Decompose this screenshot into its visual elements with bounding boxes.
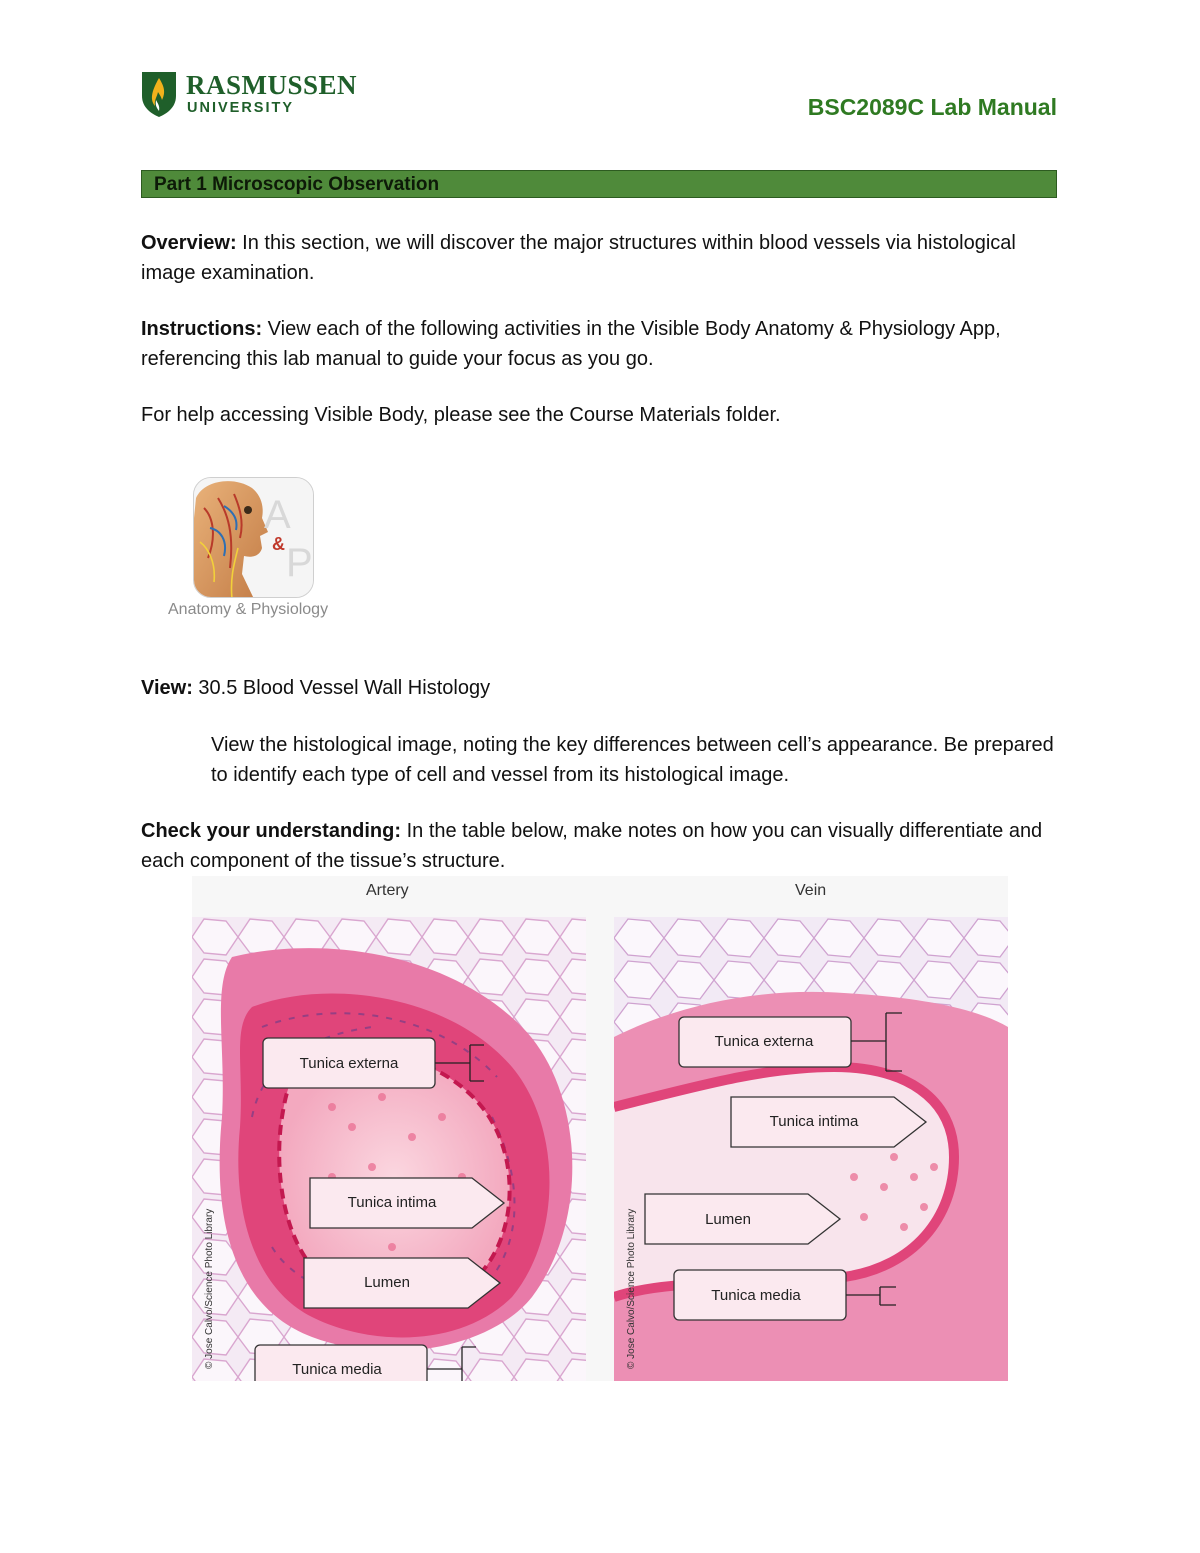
rasmussen-shield-icon xyxy=(140,70,178,118)
app-icon-letter-p: P xyxy=(286,541,313,585)
histology-figure xyxy=(192,876,1008,1381)
svg-text:Lumen: Lumen xyxy=(705,1211,751,1228)
vein-label-lumen xyxy=(645,1194,840,1244)
overview-label: Overview: xyxy=(141,232,237,254)
svg-text:Tunica externa: Tunica externa xyxy=(299,1055,399,1072)
artery-photo-credit: © Jose Calvo/Science Photo Library xyxy=(204,1208,215,1369)
section-title: Part 1 Microscopic Observation xyxy=(154,174,440,195)
view-paragraph xyxy=(141,673,1061,703)
instructions-text: View each of the following activities in the Visible Body Anatomy & Physiology App, referencing this lab manual to guide your focus as you go. xyxy=(141,318,1001,370)
logo-wordmark: RASMUSSEN xyxy=(186,70,358,100)
app-icon-ampersand: & xyxy=(272,534,285,554)
section-header-bar xyxy=(141,170,1057,198)
check-text: In the table below, make notes on how you can visually differentiate and each component of the tissue’s structure. xyxy=(141,820,1043,872)
svg-text:Tunica intima: Tunica intima xyxy=(347,1194,437,1211)
check-understanding-paragraph xyxy=(141,816,1061,876)
app-icon-caption: Anatomy & Physiology xyxy=(168,601,329,618)
artery-title: Artery xyxy=(366,882,409,899)
overview-text: In this section, we will discover the major structures within blood vessels via histological image examination. xyxy=(141,232,1016,284)
document-title: BSC2089C Lab Manual xyxy=(807,94,1057,120)
svg-text:Lumen: Lumen xyxy=(364,1274,410,1291)
head-anatomy-icon xyxy=(194,478,314,598)
check-label: Check your understanding: xyxy=(141,820,402,842)
help-paragraph: For help accessing Visible Body, please see the Course Materials folder. xyxy=(141,404,781,426)
view-label: View: xyxy=(141,677,193,699)
view-note-paragraph: View the histological image, noting the key differences between cell’s appearance. Be prepared to identify each type of cell and vessel from its histological image. xyxy=(211,734,1054,786)
vein-title: Vein xyxy=(795,882,827,899)
artery-label-tunica-intima xyxy=(310,1178,504,1228)
vein-micrograph xyxy=(614,917,1008,1381)
svg-text:Tunica media: Tunica media xyxy=(711,1287,801,1304)
svg-text:Tunica intima: Tunica intima xyxy=(769,1113,859,1130)
artery-label-lumen xyxy=(304,1258,500,1308)
logo-subtitle: UNIVERSITY xyxy=(187,100,295,116)
vein-photo-credit: © Jose Calvo/Science Photo Library xyxy=(626,1208,637,1369)
app-icon-letter-a: A xyxy=(264,493,291,537)
instructions-paragraph xyxy=(141,314,1061,374)
svg-text:Tunica media: Tunica media xyxy=(292,1361,382,1378)
vein-label-tunica-intima xyxy=(731,1097,926,1147)
view-text: 30.5 Blood Vessel Wall Histology xyxy=(192,677,491,699)
instructions-label: Instructions: xyxy=(141,318,263,340)
svg-text:Tunica externa: Tunica externa xyxy=(714,1033,814,1050)
artery-micrograph xyxy=(192,917,586,1381)
overview-paragraph xyxy=(141,228,1061,288)
anatomy-physiology-app-icon xyxy=(193,477,314,598)
